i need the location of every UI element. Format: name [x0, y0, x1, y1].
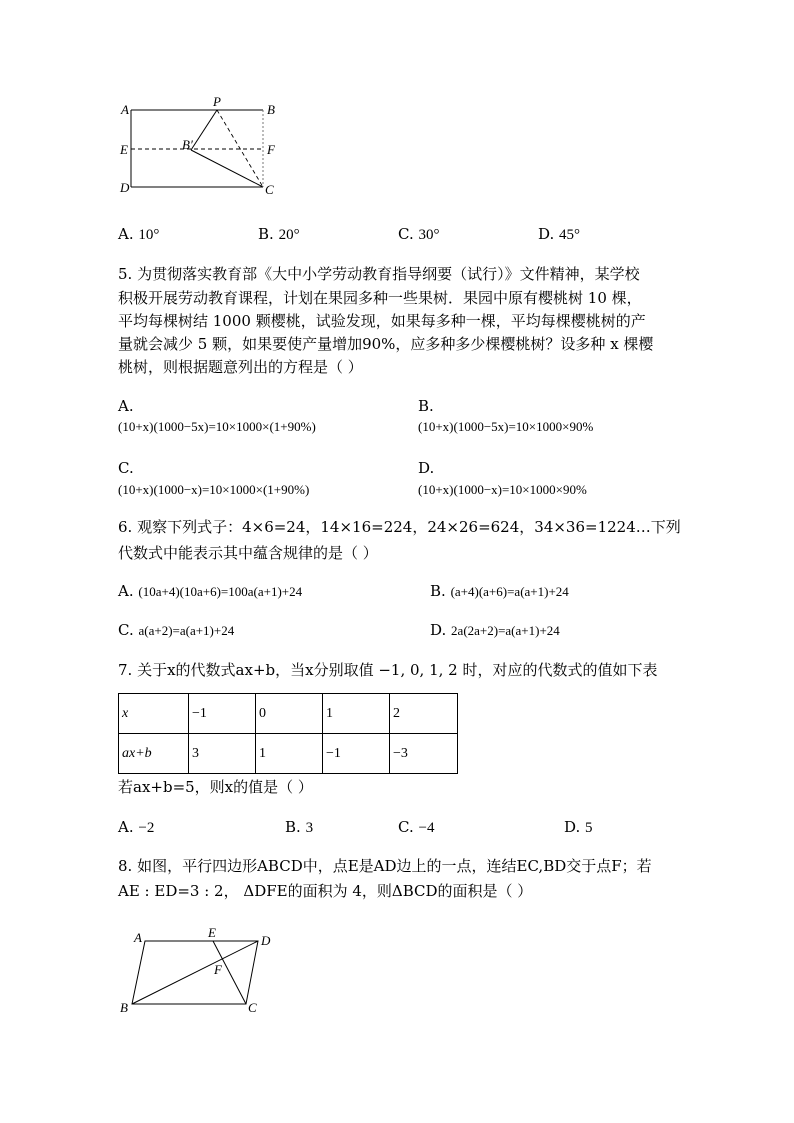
label-e: E: [120, 142, 128, 157]
q6-option-a: A. (10a+4)(10a+6)=100a(a+1)+24: [118, 582, 303, 600]
q4-option-a: A. 10°: [118, 225, 160, 243]
table-cell: 1: [256, 734, 323, 774]
table-cell: −1: [189, 694, 256, 734]
table-cell: 0: [256, 694, 323, 734]
label-c: C: [265, 182, 274, 197]
q5-option-b-letter: B.: [418, 397, 434, 415]
q7-value-table: [118, 693, 458, 774]
q8-line-2: AE : ED=3 : 2， ΔDFE的面积为 4，则ΔBCD的面积是（ ）: [118, 882, 533, 900]
figure-parallelogram: [112, 922, 282, 1017]
label-b-prime: B′: [182, 137, 193, 152]
label-a: A: [134, 930, 142, 945]
table-cell: ax+b: [119, 734, 189, 774]
label-a: A: [121, 102, 129, 117]
q7-line-1: 7. 关于x的代数式ax+b，当x分别取值 −1, 0, 1, 2 时，对应的代数式的值如下表: [118, 661, 658, 679]
q5-option-d-letter: D.: [418, 459, 435, 477]
q5-line-1: 5. 为贯彻落实教育部《大中小学劳动教育指导纲要（试行）》文件精神，某学校: [118, 265, 640, 283]
q5-option-a-letter: A.: [118, 397, 134, 415]
label-c: C: [248, 1000, 257, 1015]
q6-option-c: C. a(a+2)=a(a+1)+24: [118, 621, 235, 639]
table-row: [119, 734, 458, 774]
table-row: [119, 694, 458, 734]
q7-option-d: D. 5: [564, 818, 593, 836]
segment-bd: [132, 941, 258, 1004]
q5-option-c-formula: (10+x)(1000−x)=10×1000×(1+90%): [118, 482, 310, 497]
q6-line-1: 6. 观察下列式子：4×6=24，14×16=224，24×26=624，34×36=1224…下列: [118, 518, 681, 536]
q4-option-d: D. 45°: [538, 225, 581, 243]
q6-line-2: 代数式中能表示其中蕴含规律的是（ ）: [118, 544, 378, 562]
q5-option-a-formula: (10+x)(1000−5x)=10×1000×(1+90%): [118, 419, 316, 434]
q5-option-d-formula: (10+x)(1000−x)=10×1000×90%: [418, 482, 587, 497]
q5-line-5: 桃树，则根据题意列出的方程是（ ）: [118, 358, 363, 376]
label-b: B: [120, 1000, 128, 1015]
q5-line-2: 积极开展劳动教育课程，计划在果园多种一些果树．果园中原有樱桃树 10 棵，: [118, 289, 642, 307]
label-p: P: [213, 95, 221, 109]
table-cell: 3: [189, 734, 256, 774]
table-cell: x: [119, 694, 189, 734]
label-e: E: [208, 925, 216, 940]
table-cell: 1: [323, 694, 390, 734]
q6-option-b: B. (a+4)(a+6)=a(a+1)+24: [430, 582, 569, 600]
segment-pb-prime: [191, 110, 217, 150]
q5-option-b-formula: (10+x)(1000−5x)=10×1000×90%: [418, 419, 594, 434]
label-d: D: [120, 180, 130, 195]
q7-option-b: B. 3: [285, 818, 314, 836]
label-f: F: [214, 962, 222, 977]
q7-option-a: A. −2: [118, 818, 155, 836]
q7-option-c: C. −4: [398, 818, 435, 836]
label-f: F: [267, 142, 275, 157]
table-cell: −3: [390, 734, 458, 774]
q5-line-4: 量就会减少 5 颗，如果要使产量增加90%，应多种多少棵樱桃树？设多种 x 棵樱: [118, 335, 654, 353]
q8-line-1: 8. 如图，平行四边形ABCD中，点E是AD边上的一点，连结EC,BD交于点F；若: [118, 857, 652, 875]
q5-line-3: 平均每棵树结 1000 颗樱桃，试验发现，如果每多种一棵，平均每棵樱桃树的产: [118, 312, 646, 330]
q4-option-c: C. 30°: [398, 225, 440, 243]
segment-b-prime-c: [191, 150, 263, 187]
q6-option-d: D. 2a(2a+2)=a(a+1)+24: [430, 621, 560, 639]
label-b: B: [267, 102, 275, 117]
figure-rectangle-fold: [110, 95, 300, 200]
q5-option-c-letter: C.: [118, 459, 134, 477]
table-cell: −1: [323, 734, 390, 774]
table-cell: 2: [390, 694, 458, 734]
q4-option-b: B. 20°: [258, 225, 300, 243]
label-d: D: [261, 933, 271, 948]
q7-line-2: 若ax+b=5，则x的值是（ ）: [118, 778, 313, 796]
